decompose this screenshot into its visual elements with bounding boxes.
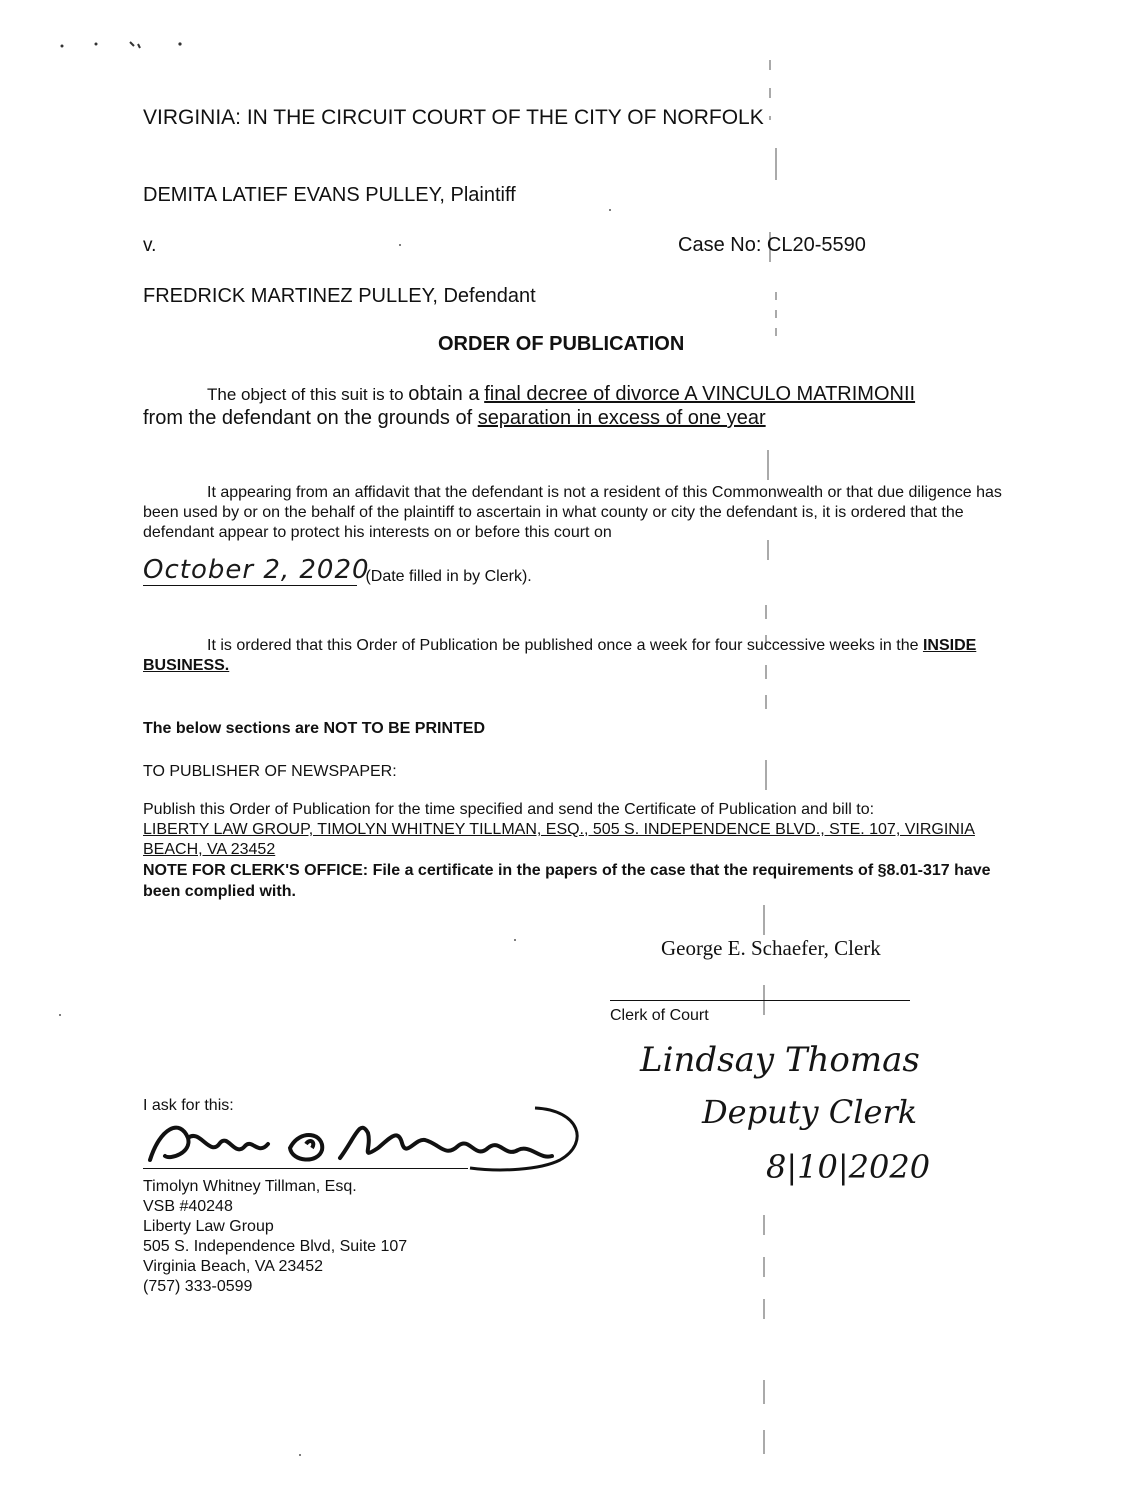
date-note: (Date filled in by Clerk). — [365, 568, 532, 585]
document-title: ORDER OF PUBLICATION — [438, 333, 685, 355]
attorney-phone: (757) 333-0599 — [143, 1278, 253, 1295]
bill-to-address: LIBERTY LAW GROUP, TIMOLYN WHITNEY TILLMAN, ESQ., 505 S. INDEPENDENCE BLVD., STE. 107, VIRGINIA BEACH, VA 23452 — [143, 821, 975, 858]
clerk-of-court-label: Clerk of Court — [610, 1007, 709, 1024]
deputy-clerk-signature: Lindsay Thomas — [640, 1040, 920, 1080]
court-heading: VIRGINIA: IN THE CIRCUIT COURT OF THE CITY OF NORFOLK — [143, 106, 764, 129]
attorney-vsb: VSB #40248 — [143, 1198, 233, 1215]
versus-label: v. — [143, 235, 157, 256]
request-label: I ask for this: — [143, 1097, 234, 1114]
object-obtain: obtain a — [408, 383, 480, 405]
handwritten-appearance-date: October 2, 2020 — [143, 555, 370, 585]
publish-instruction: Publish this Order of Publication for the time specified and send the Certificate of Publication and bill to: — [143, 801, 875, 818]
to-publisher-heading: TO PUBLISHER OF NEWSPAPER: — [143, 763, 397, 780]
case-number: Case No: CL20-5590 — [678, 234, 866, 256]
publication-paragraph — [143, 636, 1023, 676]
deputy-clerk-date: 8|10|2020 — [766, 1148, 931, 1186]
attorney-name: Timolyn Whitney Tillman, Esq. — [143, 1178, 357, 1195]
object-from: from the defendant on the grounds of — [143, 407, 473, 429]
newspaper-name: INSIDE BUSINESS. — [143, 637, 977, 674]
object-lead: The object of this suit is to — [207, 385, 404, 404]
object-line-2 — [143, 407, 766, 430]
object-line-1 — [207, 383, 915, 406]
deputy-clerk-title: Deputy Clerk — [702, 1093, 918, 1131]
attorney-firm: Liberty Law Group — [143, 1218, 274, 1235]
defendant-name: FREDRICK MARTINEZ PULLEY, Defendant — [143, 285, 536, 307]
plaintiff-name: DEMITA LATIEF EVANS PULLEY, Plaintiff — [143, 184, 516, 206]
attorney-city: Virginia Beach, VA 23452 — [143, 1258, 323, 1275]
decree-type: final decree of divorce A VINCULO MATRIMONII — [484, 383, 916, 405]
appearance-date-line — [143, 555, 532, 586]
divorce-grounds: separation in excess of one year — [477, 407, 766, 429]
attorney-block — [143, 1177, 407, 1297]
affidavit-paragraph: It appearing from an affidavit that the defendant is not a resident of this Commonwealth or that due diligence has been used by or on the behalf of the plaintiff to ascertain in what county or city the defendant is, it is ordered that the defendant appear to protect his interests on or before this court on — [143, 484, 1002, 541]
attorney-signature-line — [143, 1168, 468, 1169]
clerk-name: George E. Schaefer, Clerk — [661, 936, 881, 960]
not-printed-heading: The below sections are NOT TO BE PRINTED — [143, 720, 485, 737]
publication-text: It is ordered that this Order of Publication be published once a week for four successive weeks in the — [207, 637, 919, 654]
attorney-street: 505 S. Independence Blvd, Suite 107 — [143, 1238, 408, 1255]
attorney-signature — [140, 1098, 590, 1178]
clerk-office-note: NOTE FOR CLERK'S OFFICE: File a certificate in the papers of the case that the requirements of §8.01-317 have been complied with. — [143, 862, 991, 900]
clerk-signature-line — [610, 1000, 910, 1001]
